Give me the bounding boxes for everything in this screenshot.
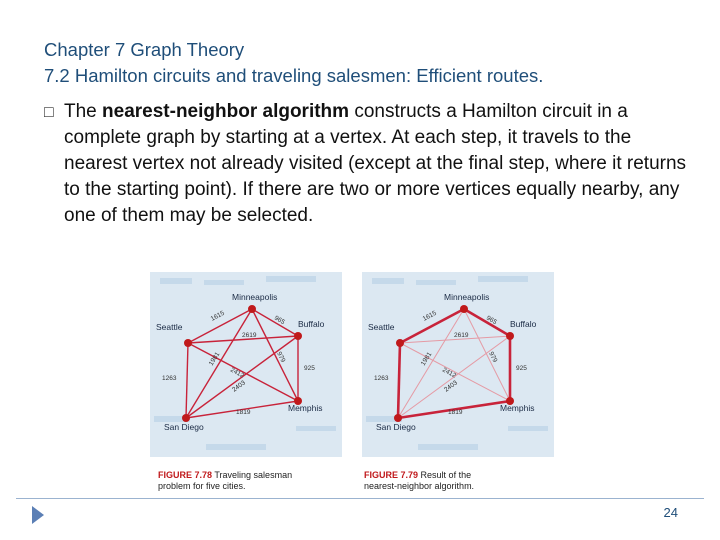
- weight-seattle-sandiego: 1263: [374, 375, 389, 382]
- weight-minneapolis-memphis: 979: [487, 350, 499, 364]
- vertex-minneapolis: [248, 305, 256, 313]
- label-sandiego: San Diego: [164, 422, 204, 432]
- caption-line-1: Result of the: [420, 470, 472, 480]
- vertex-minneapolis: [460, 305, 468, 313]
- label-memphis: Memphis: [500, 403, 535, 413]
- weight-seattle-memphis: 2412: [441, 366, 458, 380]
- label-buffalo: Buffalo: [298, 319, 325, 329]
- vertex-sandiego: [182, 414, 190, 422]
- weight-seattle-sandiego: 1263: [162, 375, 177, 382]
- figure-7-79: [358, 266, 558, 498]
- weight-buffalo-sandiego: 2403: [231, 379, 247, 394]
- weight-minneapolis-sandiego: 1981: [419, 351, 434, 368]
- definition-text: [64, 99, 694, 229]
- weight-minneapolis-sandiego: 1981: [207, 351, 222, 368]
- weight-buffalo-sandiego: 2403: [443, 379, 459, 394]
- weight-minneapolis-buffalo: 965: [485, 314, 498, 327]
- label-minneapolis: Minneapolis: [232, 292, 278, 302]
- label-memphis: Memphis: [288, 403, 323, 413]
- bullet-icon: □: [44, 104, 54, 121]
- weight-minneapolis-memphis: 979: [275, 350, 287, 364]
- weight-seattle-memphis: 2412: [229, 366, 246, 380]
- weight-seattle-minneapolis: 1615: [421, 309, 438, 323]
- weight-seattle-buffalo: 2619: [454, 332, 469, 339]
- label-seattle: Seattle: [156, 322, 183, 332]
- caption-line-1: Traveling salesman: [214, 470, 293, 480]
- vertex-buffalo: [506, 332, 514, 340]
- complete-graph-diagram: [146, 266, 346, 498]
- footer-divider: [16, 498, 704, 499]
- section-title: 7.2 Hamilton circuits and traveling salesmen: Efficient routes.: [44, 65, 544, 86]
- label-sandiego: San Diego: [376, 422, 416, 432]
- vertex-buffalo: [294, 332, 302, 340]
- weight-seattle-buffalo: 2619: [242, 332, 257, 339]
- lead-text: The: [64, 101, 103, 122]
- figure-label: FIGURE 7.79: [364, 470, 419, 480]
- rest-text: constructs a Hamilton circuit in a complete graph by starting at a vertex. At each step, it travels to the nearest vertex not already visited (except at the final step, where it returns to the starting point). If there are two or more vertices equally nearby, any one of them may be selected.: [64, 101, 687, 226]
- label-minneapolis: Minneapolis: [444, 292, 490, 302]
- page-number: 24: [663, 505, 678, 520]
- chapter-title: Chapter 7 Graph Theory: [44, 39, 245, 60]
- weight-seattle-minneapolis: 1615: [209, 309, 226, 323]
- caption-line-2: nearest-neighbor algorithm.: [364, 481, 475, 491]
- figure-panel: [146, 266, 556, 498]
- label-buffalo: Buffalo: [510, 319, 537, 329]
- algorithm-term: nearest-neighbor algorithm: [102, 101, 350, 122]
- weight-buffalo-memphis: 925: [304, 365, 315, 372]
- caption-line-2: problem for five cities.: [158, 481, 246, 491]
- figure-caption: [158, 470, 292, 492]
- weight-buffalo-memphis: 925: [516, 365, 527, 372]
- figure-7-78: [146, 266, 346, 498]
- nearest-neighbor-result-diagram: [358, 266, 558, 498]
- slide-header: [44, 37, 543, 89]
- weight-sandiego-memphis: 1819: [448, 409, 463, 416]
- label-seattle: Seattle: [368, 322, 395, 332]
- weight-minneapolis-buffalo: 965: [273, 314, 286, 327]
- vertex-seattle: [184, 339, 192, 347]
- weight-sandiego-memphis: 1819: [236, 409, 251, 416]
- definition-paragraph: [44, 99, 694, 229]
- triangle-right-icon: [32, 506, 44, 524]
- figure-caption: [364, 470, 474, 492]
- vertex-sandiego: [394, 414, 402, 422]
- figure-label: FIGURE 7.78: [158, 470, 213, 480]
- vertex-seattle: [396, 339, 404, 347]
